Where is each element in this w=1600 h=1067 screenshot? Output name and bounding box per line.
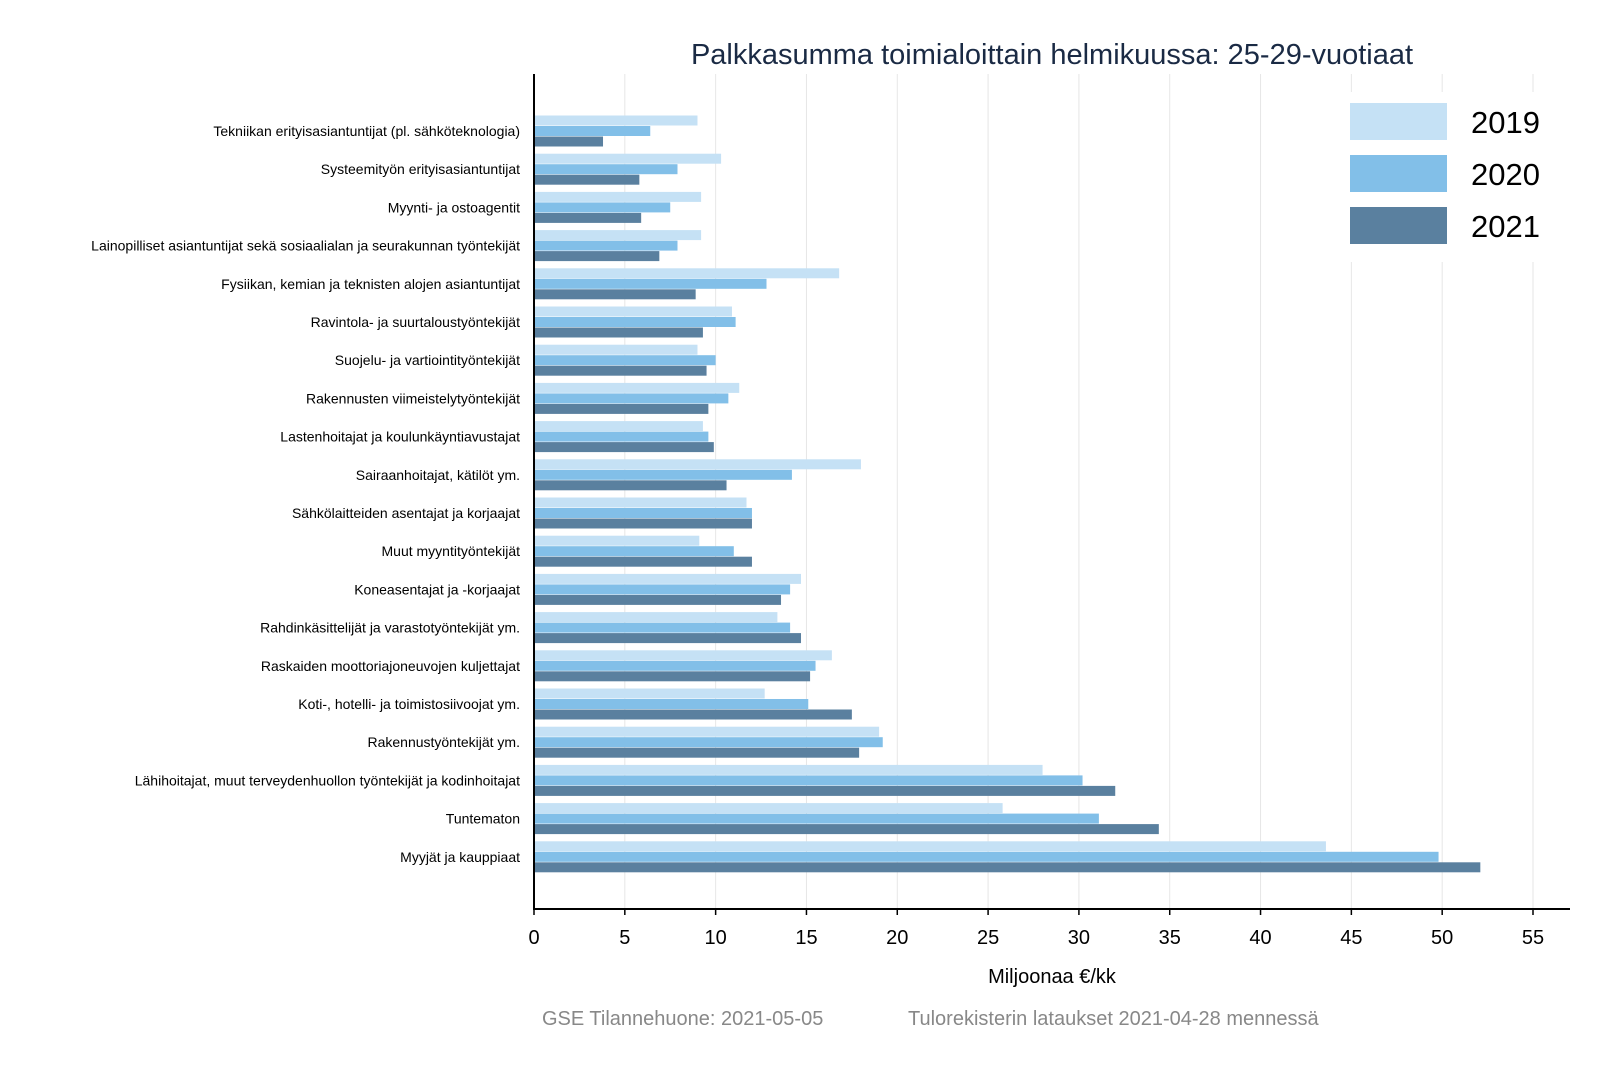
category-label: Myyjät ja kauppiaat <box>400 848 520 865</box>
bar-2019 <box>534 383 739 393</box>
x-tick-label: 30 <box>1067 927 1091 949</box>
footer-note: Tulorekisterin lataukset 2021-04-28 mennessä <box>908 1008 1319 1030</box>
category-label: Koneasentajat ja -korjaajat <box>354 581 520 598</box>
legend-label: 2021 <box>1471 209 1540 244</box>
category-label: Raskaiden moottoriajoneuvojen kuljettajat <box>260 657 520 674</box>
legend-swatch-2019 <box>1350 103 1447 140</box>
category-label: Systeemityön erityisasiantuntijat <box>320 161 520 178</box>
category-label: Sairaanhoitajat, kätilöt ym. <box>355 466 520 483</box>
bar-2021 <box>534 862 1480 872</box>
bar-2020 <box>534 699 808 709</box>
bar-2020 <box>534 814 1099 824</box>
bar-2020 <box>534 393 728 403</box>
bar-2019 <box>534 307 732 317</box>
chart-title: Palkkasumma toimialoittain helmikuussa: 25-29-vuotiaat <box>690 39 1414 71</box>
bar-2019 <box>534 612 777 622</box>
bar-2021 <box>534 442 714 452</box>
legend-label: 2020 <box>1471 157 1540 192</box>
bar-2019 <box>534 459 861 469</box>
bar-2020 <box>534 126 650 136</box>
bar-2020 <box>534 546 734 556</box>
bar-2019 <box>534 689 765 699</box>
bar-2021 <box>534 557 752 567</box>
bar-2020 <box>534 623 790 633</box>
x-tick-label: 10 <box>704 927 727 949</box>
x-tick-label: 40 <box>1249 927 1272 949</box>
bar-2021 <box>534 671 810 681</box>
bar-2021 <box>534 633 801 643</box>
category-label: Suojelu- ja vartiointityöntekijät <box>334 352 520 369</box>
bar-2020 <box>534 202 670 212</box>
bar-2021 <box>534 519 752 529</box>
x-axis-label: Miljoonaa €/kk <box>988 966 1116 988</box>
category-label: Lähihoitajat, muut terveydenhuollon työntekijät ja kodinhoitajat <box>134 772 520 789</box>
legend-swatch-2021 <box>1350 207 1447 244</box>
bar-2021 <box>534 175 639 185</box>
category-label: Muut myyntityöntekijät <box>381 543 520 560</box>
bar-2019 <box>534 765 1043 775</box>
category-label: Rakennusten viimeistelytyöntekijät <box>306 390 520 407</box>
bar-2021 <box>534 786 1115 796</box>
bar-2020 <box>534 508 752 518</box>
bar-2021 <box>534 137 603 147</box>
bar-2019 <box>534 803 1003 813</box>
bar-2021 <box>534 366 707 376</box>
x-tick-label: 15 <box>795 927 818 949</box>
bar-2020 <box>534 432 708 442</box>
x-ticks <box>528 909 1544 949</box>
bar-2019 <box>534 574 801 584</box>
category-label: Ravintola- ja suurtaloustyöntekijät <box>310 314 520 330</box>
bar-2021 <box>534 480 727 490</box>
bar-2020 <box>534 279 766 289</box>
bar-2020 <box>534 470 792 480</box>
bar-2019 <box>534 154 721 164</box>
bar-2020 <box>534 737 883 747</box>
x-tick-label: 5 <box>619 927 631 949</box>
bar-2021 <box>534 328 703 338</box>
bar-2019 <box>534 192 701 202</box>
x-tick-label: 50 <box>1431 927 1454 949</box>
bar-2019 <box>534 727 879 737</box>
category-label: Tuntematon <box>445 810 520 827</box>
category-label: Rakennustyöntekijät ym. <box>367 734 520 751</box>
legend <box>1340 92 1565 262</box>
bar-2021 <box>534 824 1159 834</box>
category-label: Lastenhoitajat ja koulunkäyntiavustajat <box>280 428 520 445</box>
bar-2019 <box>534 650 832 660</box>
bar-2021 <box>534 748 859 758</box>
bar-2020 <box>534 775 1083 785</box>
category-label: Lainopilliset asiantuntijat sekä sosiaalialan ja seurakunnan työntekijät <box>91 237 520 254</box>
category-label: Tekniikan erityisasiantuntijat (pl. sähköteknologia) <box>213 123 520 139</box>
x-tick-label: 45 <box>1340 927 1363 949</box>
category-label: Myynti- ja ostoagentit <box>387 199 520 216</box>
bar-2020 <box>534 661 816 671</box>
legend-label: 2019 <box>1471 105 1540 140</box>
bar-2021 <box>534 289 696 299</box>
bar-2021 <box>534 213 641 223</box>
category-label: Rahdinkäsittelijät ja varastotyöntekijät ym. <box>260 619 520 636</box>
category-label: Fysiikan, kemian ja teknisten alojen asiantuntijat <box>221 275 520 292</box>
bar-2020 <box>534 852 1439 862</box>
x-tick-label: 20 <box>886 927 909 949</box>
bar-2021 <box>534 710 852 720</box>
x-tick-label: 35 <box>1158 927 1181 949</box>
category-label: Koti-, hotelli- ja toimistosiivoojat ym. <box>298 696 520 712</box>
bar-2020 <box>534 355 716 365</box>
bar-2021 <box>534 595 781 605</box>
bar-2019 <box>534 841 1326 851</box>
x-tick-label: 25 <box>976 927 1000 949</box>
category-label: Sähkölaitteiden asentajat ja korjaajat <box>291 505 520 521</box>
bar-2019 <box>534 498 747 508</box>
bar-2019 <box>534 268 839 278</box>
x-tick-label: 55 <box>1521 927 1545 949</box>
footer-source: GSE Tilannehuone: 2021-05-05 <box>542 1008 824 1030</box>
bar-2020 <box>534 317 736 327</box>
bar-2021 <box>534 404 708 414</box>
bar-2021 <box>534 251 659 261</box>
bar-2019 <box>534 421 703 431</box>
bar-2019 <box>534 536 699 546</box>
bar-2019 <box>534 230 701 240</box>
category-labels <box>91 123 520 865</box>
bar-2020 <box>534 584 790 594</box>
bar-2020 <box>534 164 677 174</box>
legend-swatch-2020 <box>1350 155 1447 192</box>
bar-2019 <box>534 116 697 126</box>
bar-2020 <box>534 241 677 251</box>
bar-2019 <box>534 345 697 355</box>
x-tick-label: 0 <box>528 927 540 949</box>
bars <box>534 116 1480 873</box>
